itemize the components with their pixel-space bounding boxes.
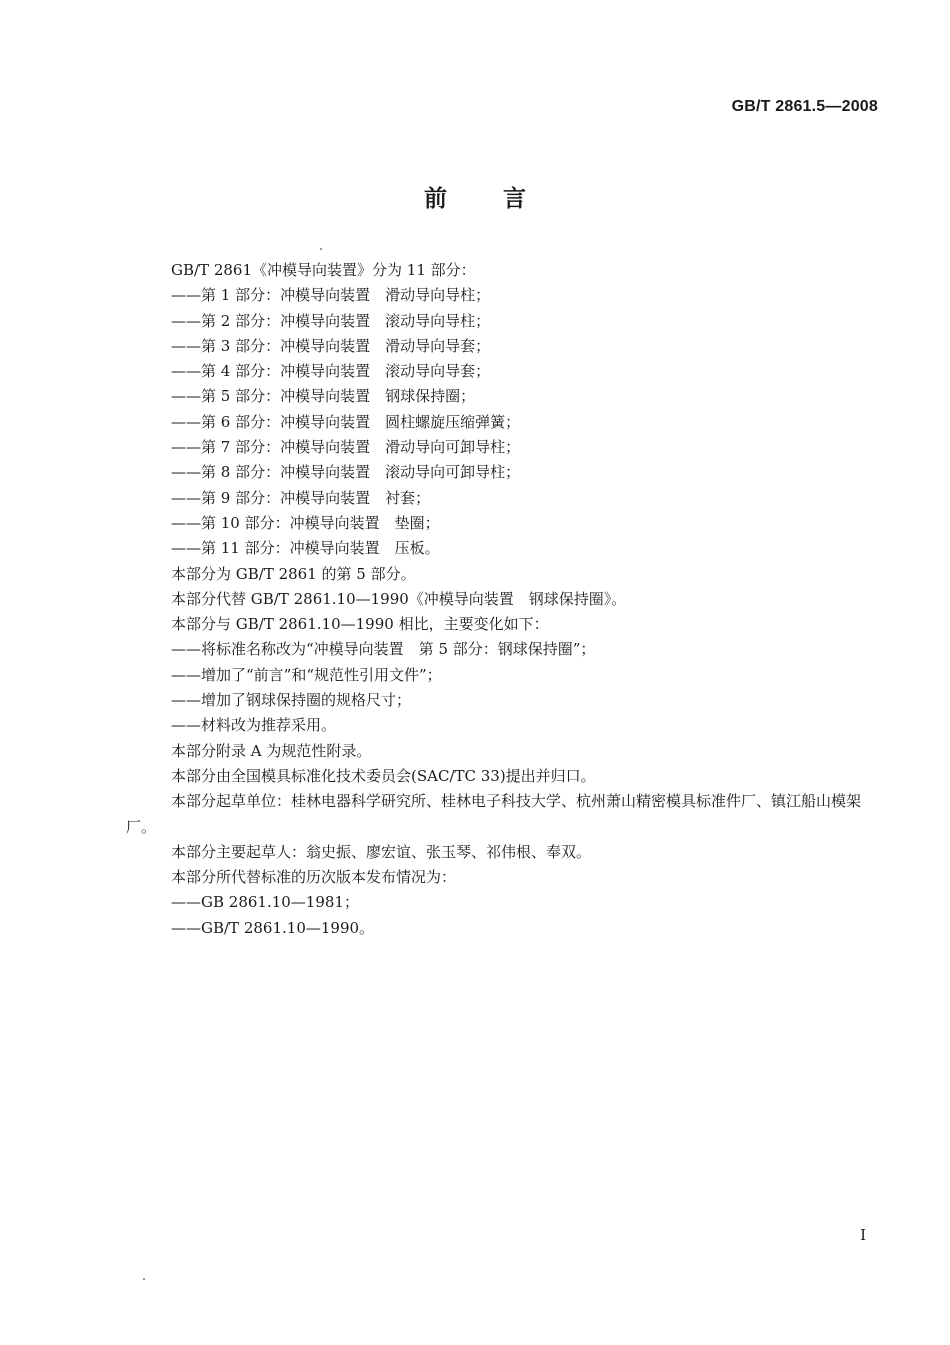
list-item-history-2: ——GB/T 2861.10—1990。 [171,918,375,937]
list-item-part-1: ——第 1 部分：冲模导向装置 滑动导向导柱； [171,286,491,305]
list-item-part-9: ——第 9 部分：冲模导向装置 衬套； [171,488,431,507]
paragraph-replaces: 本部分代替 GB/T 2861.10—1990《冲模导向装置 钢球保持圈》。 [171,589,627,608]
paragraph-drafting-units: 本部分起草单位：桂林电器科学研究所、桂林电子科技大学、杭州萧山精密模具标准件厂、镇江船山模架厂。 [126,792,862,836]
list-item-change-1: ——将标准名称改为“冲模导向装置 第 5 部分：钢球保持圈”； [171,640,596,659]
foreword-body [126,258,882,941]
list-item-part-5: ——第 5 部分：冲模导向装置 钢球保持圈； [171,387,476,406]
paragraph-history-intro: 本部分所代替标准的历次版本发布情况为： [171,868,457,887]
paragraph-intro: GB/T 2861《冲模导向装置》分为 11 部分： [171,261,476,279]
page-number: I [860,1226,866,1244]
paragraph-part-statement: 本部分为 GB/T 2861 的第 5 部分。 [171,564,416,583]
paragraph-drafters: 本部分主要起草人：翁史振、廖宏谊、张玉琴、祁伟根、奉双。 [171,842,592,861]
list-item-part-3: ——第 3 部分：冲模导向装置 滑动导向导套； [171,336,491,355]
list-item-change-4: ——材料改为推荐采用。 [171,716,337,735]
list-item-part-7: ——第 7 部分：冲模导向装置 滑动导向可卸导柱； [171,438,521,457]
scan-speck [143,1278,145,1280]
standard-code: GB/T 2861.5—2008 [731,98,878,115]
list-item-part-8: ——第 8 部分：冲模导向装置 滚动导向可卸导柱； [171,463,521,482]
list-item-change-3: ——增加了钢球保持圈的规格尺寸； [171,691,412,710]
list-item-part-11: ——第 11 部分：冲模导向装置 压板。 [171,539,440,558]
scan-speck [320,248,322,250]
list-item-part-6: ——第 6 部分：冲模导向装置 圆柱螺旋压缩弹簧； [171,412,521,431]
page-title: 前言 [424,186,582,212]
list-item-history-1: ——GB 2861.10—1981； [171,893,359,912]
list-item-part-2: ——第 2 部分：冲模导向装置 滚动导向导柱； [171,311,491,330]
paragraph-annex: 本部分附录 A 为规范性附录。 [171,741,372,760]
list-item-change-2: ——增加了“前言”和“规范性引用文件”； [171,665,442,684]
paragraph-proposer: 本部分由全国模具标准化技术委员会(SAC/TC 33)提出并归口。 [171,766,596,785]
list-item-part-4: ——第 4 部分：冲模导向装置 滚动导向导套； [171,362,491,381]
list-item-part-10: ——第 10 部分：冲模导向装置 垫圈； [171,513,440,532]
paragraph-changes-intro: 本部分与 GB/T 2861.10—1990 相比，主要变化如下： [171,615,549,634]
